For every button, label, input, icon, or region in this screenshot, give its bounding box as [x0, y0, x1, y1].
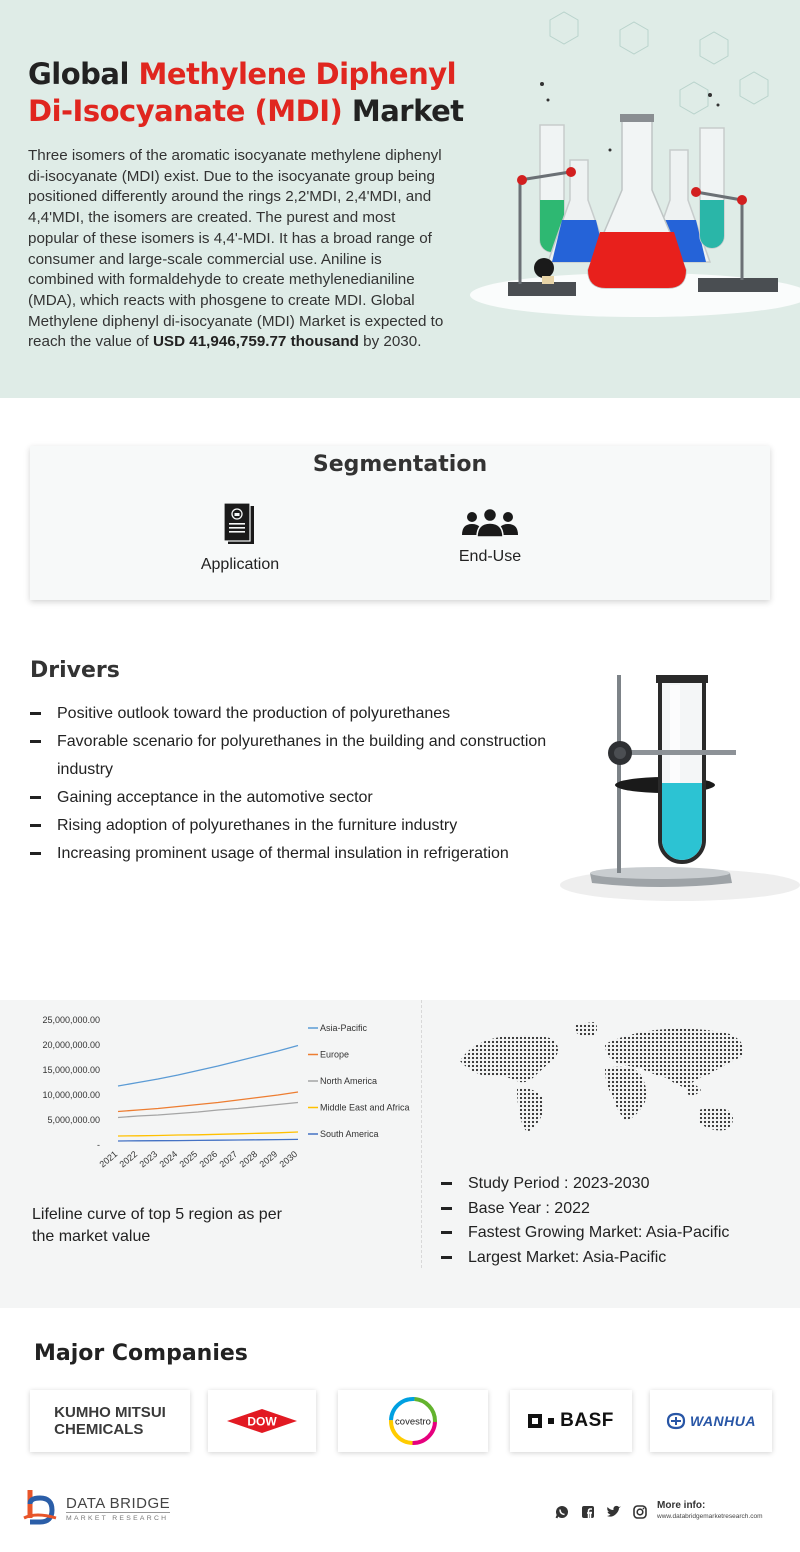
covestro-text: covestro [395, 1416, 431, 1428]
x-tick-label: 2023 [137, 1148, 160, 1170]
test-tube-illustration [560, 665, 800, 925]
series-line-europe [118, 1092, 298, 1112]
legend-label: Middle East and Africa [320, 1102, 410, 1113]
y-tick-label: 20,000,000.00 [42, 1040, 100, 1050]
dow-logo [208, 1390, 316, 1452]
x-tick-label: 2028 [237, 1148, 260, 1170]
chart-caption: Lifeline curve of top 5 region as per the market value [32, 1206, 282, 1245]
y-tick-label: 25,000,000.00 [42, 1015, 100, 1025]
segment-application [160, 502, 320, 574]
brand-name [66, 1495, 170, 1522]
x-tick-label: 2029 [257, 1148, 280, 1170]
whatsapp-icon[interactable] [554, 1504, 570, 1520]
segment-end-use-label: End-Use [458, 548, 522, 565]
x-tick-label: 2025 [177, 1148, 200, 1170]
legend-label: Asia-Pacific [320, 1023, 368, 1033]
driver-item: Positive outlook toward the production of polyurethanes [30, 700, 550, 728]
basf-dot [548, 1418, 554, 1424]
legend-label: South America [320, 1129, 379, 1139]
basf-logo [510, 1390, 632, 1452]
kumho-mitsui-logo [30, 1390, 190, 1452]
study-info-list [441, 1172, 729, 1270]
study-info-item: Base Year : 2022 [441, 1197, 729, 1222]
dow-diamond-logo [226, 1408, 298, 1434]
kumho-mitsui-text [54, 1404, 166, 1438]
driver-item: Favorable scenario for polyurethanes in the building and construction industry [30, 728, 550, 784]
brand-line-1: DATA BRIDGE [66, 1494, 171, 1512]
y-tick-label: 10,000,000.00 [42, 1090, 100, 1100]
x-tick-label: 2030 [277, 1148, 300, 1170]
facebook-icon[interactable] [580, 1504, 596, 1520]
hero-section [0, 0, 800, 398]
drivers-list [30, 700, 550, 868]
document-icon [222, 502, 258, 546]
x-tick-label: 2027 [217, 1148, 240, 1170]
legend-label: North America [320, 1076, 378, 1086]
series-line-middle-east-and-africa [118, 1132, 298, 1136]
study-info-item: Study Period : 2023-2030 [441, 1172, 729, 1197]
x-tick-label: 2026 [197, 1148, 220, 1170]
covestro-logo [338, 1390, 488, 1452]
intro-end: by 2030. [358, 333, 422, 351]
study-info-item: Fastest Growing Market: Asia-Pacific [441, 1221, 729, 1246]
dow-text: DOW [247, 1414, 277, 1429]
region-line-chart [0, 1000, 420, 1185]
social-links [554, 1504, 648, 1520]
basf-text: BASF [560, 1410, 614, 1431]
driver-item: Gaining acceptance in the automotive sector [30, 784, 550, 812]
intro-text: Three isomers of the aromatic isocyanate methylene diphenyl di-isocyanate (MDI) exist. Due to the isocyanate group being positioned differently around the rings 2,2'MDI, 2,4'MDI, and 4,4'MDI, the isomers are created. The purest and most popular of these isomers is 4,4'-MDI. It has a broad range of consumer and large-scale commercial use. Aniline is combined with formaldehyde to create methylenedianiline (MDA), which reacts with phosgene to create MDI. Global Methylene diphenyl di-isocyanate (MDI) Market is expected to reach the value of [28, 147, 444, 351]
brand-line-2: MARKET RESEARCH [66, 1512, 170, 1522]
series-line-south-america [118, 1139, 298, 1141]
basf-square [528, 1414, 542, 1428]
x-tick-label: 2021 [97, 1148, 120, 1170]
intro-market-value: USD 41,946,759.77 thousand [152, 333, 359, 351]
covestro-ring-logo [387, 1395, 439, 1447]
data-bridge-brand [22, 1488, 170, 1528]
y-tick-label: 5,000,000.00 [47, 1115, 100, 1125]
intro-paragraph [28, 146, 446, 353]
companies-title: Major Companies [34, 1341, 248, 1366]
driver-item: Increasing prominent usage of thermal insulation in refrigeration [30, 840, 550, 868]
website-link[interactable]: www.databridgemarketresearch.com [657, 1513, 763, 1520]
series-line-asia-pacific [118, 1046, 298, 1087]
x-tick-label: 2024 [157, 1148, 180, 1170]
x-tick-label: 2022 [117, 1148, 140, 1170]
wanhua-logo [650, 1390, 772, 1452]
twitter-icon[interactable] [606, 1504, 622, 1520]
section-divider [421, 1000, 422, 1268]
kumho-line-1: KUMHO MITSUI [54, 1404, 166, 1421]
wanhua-emblem [666, 1412, 686, 1430]
more-info [657, 1500, 763, 1520]
segmentation-card [30, 446, 770, 600]
title-part-1: Global [28, 57, 139, 91]
page-title [28, 56, 508, 130]
title-part-3: Market [342, 94, 464, 128]
kumho-line-2: CHEMICALS [54, 1421, 144, 1438]
instagram-icon[interactable] [632, 1504, 648, 1520]
segmentation-title: Segmentation [312, 452, 488, 477]
title-highlight: Methylene Diphenyl Di-Isocyanate (MDI) [28, 57, 457, 128]
wanhua-text: WANHUA [690, 1413, 756, 1429]
lab-flasks-illustration [460, 0, 800, 340]
segment-end-use [410, 508, 570, 566]
more-info-label: More info: [657, 1500, 706, 1511]
segment-application-label: Application [200, 556, 280, 573]
world-map-icon [455, 1016, 755, 1141]
study-info-item: Largest Market: Asia-Pacific [441, 1246, 729, 1271]
basf-mark [528, 1410, 614, 1432]
data-bridge-logo-icon [22, 1488, 60, 1528]
stats-section [0, 1000, 800, 1308]
y-tick-label: 15,000,000.00 [42, 1065, 100, 1075]
y-tick-label: - [97, 1140, 100, 1150]
drivers-title: Drivers [30, 658, 120, 683]
legend-label: Europe [320, 1049, 350, 1060]
people-icon [461, 508, 519, 538]
driver-item: Rising adoption of polyurethanes in the furniture industry [30, 812, 550, 840]
